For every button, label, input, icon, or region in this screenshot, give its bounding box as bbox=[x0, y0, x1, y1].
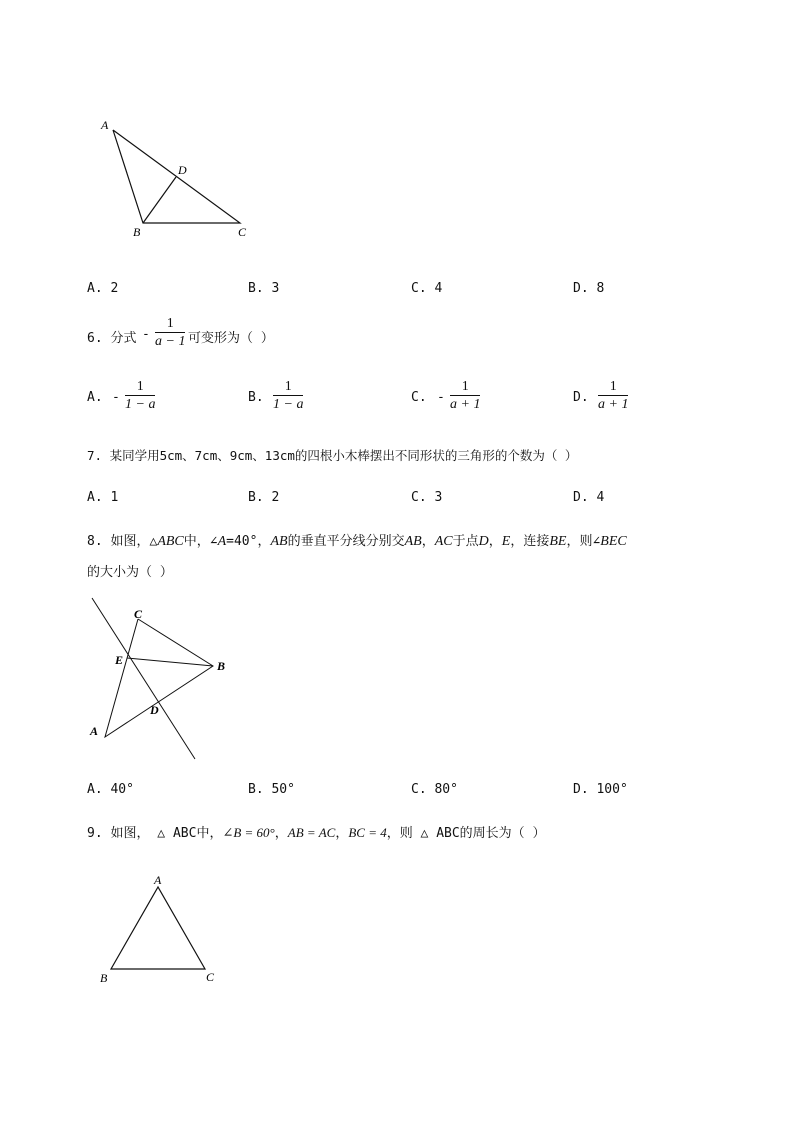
q9-text: ， bbox=[335, 826, 349, 841]
q6-minus: - bbox=[142, 327, 150, 342]
denominator: a + 1 bbox=[598, 397, 629, 412]
q8-math: AB bbox=[270, 534, 288, 549]
label-d: D bbox=[150, 703, 159, 717]
q8-text: 于点 bbox=[452, 534, 479, 549]
q6-denominator: a − 1 bbox=[155, 334, 186, 349]
numerator: 1 bbox=[136, 379, 144, 394]
q9-text: ，则 △ ABC的周长为（ ） bbox=[386, 826, 546, 841]
option-fraction bbox=[125, 379, 155, 414]
q8-text: ， bbox=[421, 534, 435, 549]
q9-math: BC = 4 bbox=[348, 825, 387, 840]
question-9-text bbox=[87, 822, 546, 841]
triangle-figure-q9 bbox=[90, 865, 230, 990]
triangle-abc-outline bbox=[113, 130, 240, 223]
triangle-abc-outline bbox=[111, 887, 205, 969]
q6-suffix: 可变形为（ ） bbox=[188, 331, 274, 346]
label-c: C bbox=[134, 607, 143, 621]
question-8-line2: 的大小为（ ） bbox=[87, 565, 173, 580]
label-a: A bbox=[101, 118, 109, 132]
q8-math: D bbox=[478, 534, 489, 549]
option-a[interactable]: A. 1 bbox=[87, 490, 119, 505]
q8-math: AB bbox=[404, 534, 422, 549]
q8-math: AC bbox=[434, 534, 453, 549]
label-a: A bbox=[90, 724, 99, 738]
option-b[interactable]: B. 2 bbox=[248, 490, 280, 505]
q6-numerator: 1 bbox=[166, 316, 174, 331]
q8-math: ABC bbox=[157, 534, 184, 549]
label-a: A bbox=[154, 873, 162, 887]
question-7-text: 7. 某同学用5cm、7cm、9cm、13cm的四根小木棒摆出不同形状的三角形的个数为（ ） bbox=[87, 448, 578, 463]
option-a[interactable]: A. 2 bbox=[87, 281, 119, 296]
q9-math: ∠B = 60° bbox=[222, 825, 275, 840]
option-letter: B. bbox=[248, 390, 264, 405]
denominator: 1 − a bbox=[273, 397, 304, 412]
option-sign: - bbox=[112, 390, 120, 405]
option-c[interactable]: C. 3 bbox=[411, 490, 443, 505]
q8-text: ，则∠ bbox=[566, 534, 601, 549]
q8-math: BEC bbox=[600, 534, 627, 549]
q6-prefix: 6. 分式 bbox=[87, 331, 137, 346]
numerator: 1 bbox=[284, 379, 292, 394]
q9-math: AB = AC bbox=[287, 825, 336, 840]
q8-text: 的垂直平分线分别交 bbox=[287, 534, 405, 549]
denominator: 1 − a bbox=[125, 397, 156, 412]
triangle-figure-q5 bbox=[0, 0, 300, 250]
option-b[interactable]: B. 50° bbox=[248, 782, 295, 797]
q8-math: BE bbox=[549, 534, 567, 549]
option-sign: - bbox=[437, 390, 445, 405]
option-d[interactable]: D. 4 bbox=[573, 490, 605, 505]
q8-text: ， bbox=[488, 534, 502, 549]
q9-text: 9. 如图， △ ABC中， bbox=[87, 826, 223, 841]
option-fraction bbox=[273, 379, 303, 414]
option-c[interactable]: C. 4 bbox=[411, 281, 443, 296]
triangle-abc-outline bbox=[105, 619, 213, 737]
option-d[interactable]: D. 8 bbox=[573, 281, 605, 296]
segment-eb bbox=[127, 658, 213, 666]
option-b[interactable]: B. 3 bbox=[248, 281, 280, 296]
q8-text: =40°， bbox=[226, 534, 271, 549]
label-d: D bbox=[178, 163, 187, 177]
q6-fraction bbox=[155, 316, 185, 351]
option-a[interactable]: A. 40° bbox=[87, 782, 134, 797]
label-e: E bbox=[115, 653, 124, 667]
numerator: 1 bbox=[609, 379, 617, 394]
label-b: B bbox=[100, 971, 108, 985]
q8-math: E bbox=[501, 534, 511, 549]
label-b: B bbox=[133, 225, 141, 239]
option-d[interactable]: D. 100° bbox=[573, 782, 628, 797]
q8-text: 中，∠ bbox=[183, 534, 218, 549]
numerator: 1 bbox=[461, 379, 469, 394]
label-c: C bbox=[238, 225, 247, 239]
denominator: a + 1 bbox=[450, 397, 481, 412]
segment-bd bbox=[143, 177, 176, 223]
q8-math: A bbox=[217, 534, 227, 549]
option-fraction bbox=[598, 379, 628, 414]
q8-text: 8. 如图，△ bbox=[87, 534, 158, 549]
option-c[interactable]: C. 80° bbox=[411, 782, 458, 797]
option-letter: A. bbox=[87, 390, 103, 405]
question-8-line1 bbox=[87, 530, 627, 550]
label-c: C bbox=[206, 970, 215, 984]
q9-text: ， bbox=[274, 826, 288, 841]
option-letter: D. bbox=[573, 390, 589, 405]
option-letter: C. bbox=[411, 390, 427, 405]
option-fraction bbox=[450, 379, 480, 414]
label-b: B bbox=[217, 659, 226, 673]
triangle-figure-q8 bbox=[80, 590, 260, 770]
q8-text: ，连接 bbox=[510, 534, 550, 549]
